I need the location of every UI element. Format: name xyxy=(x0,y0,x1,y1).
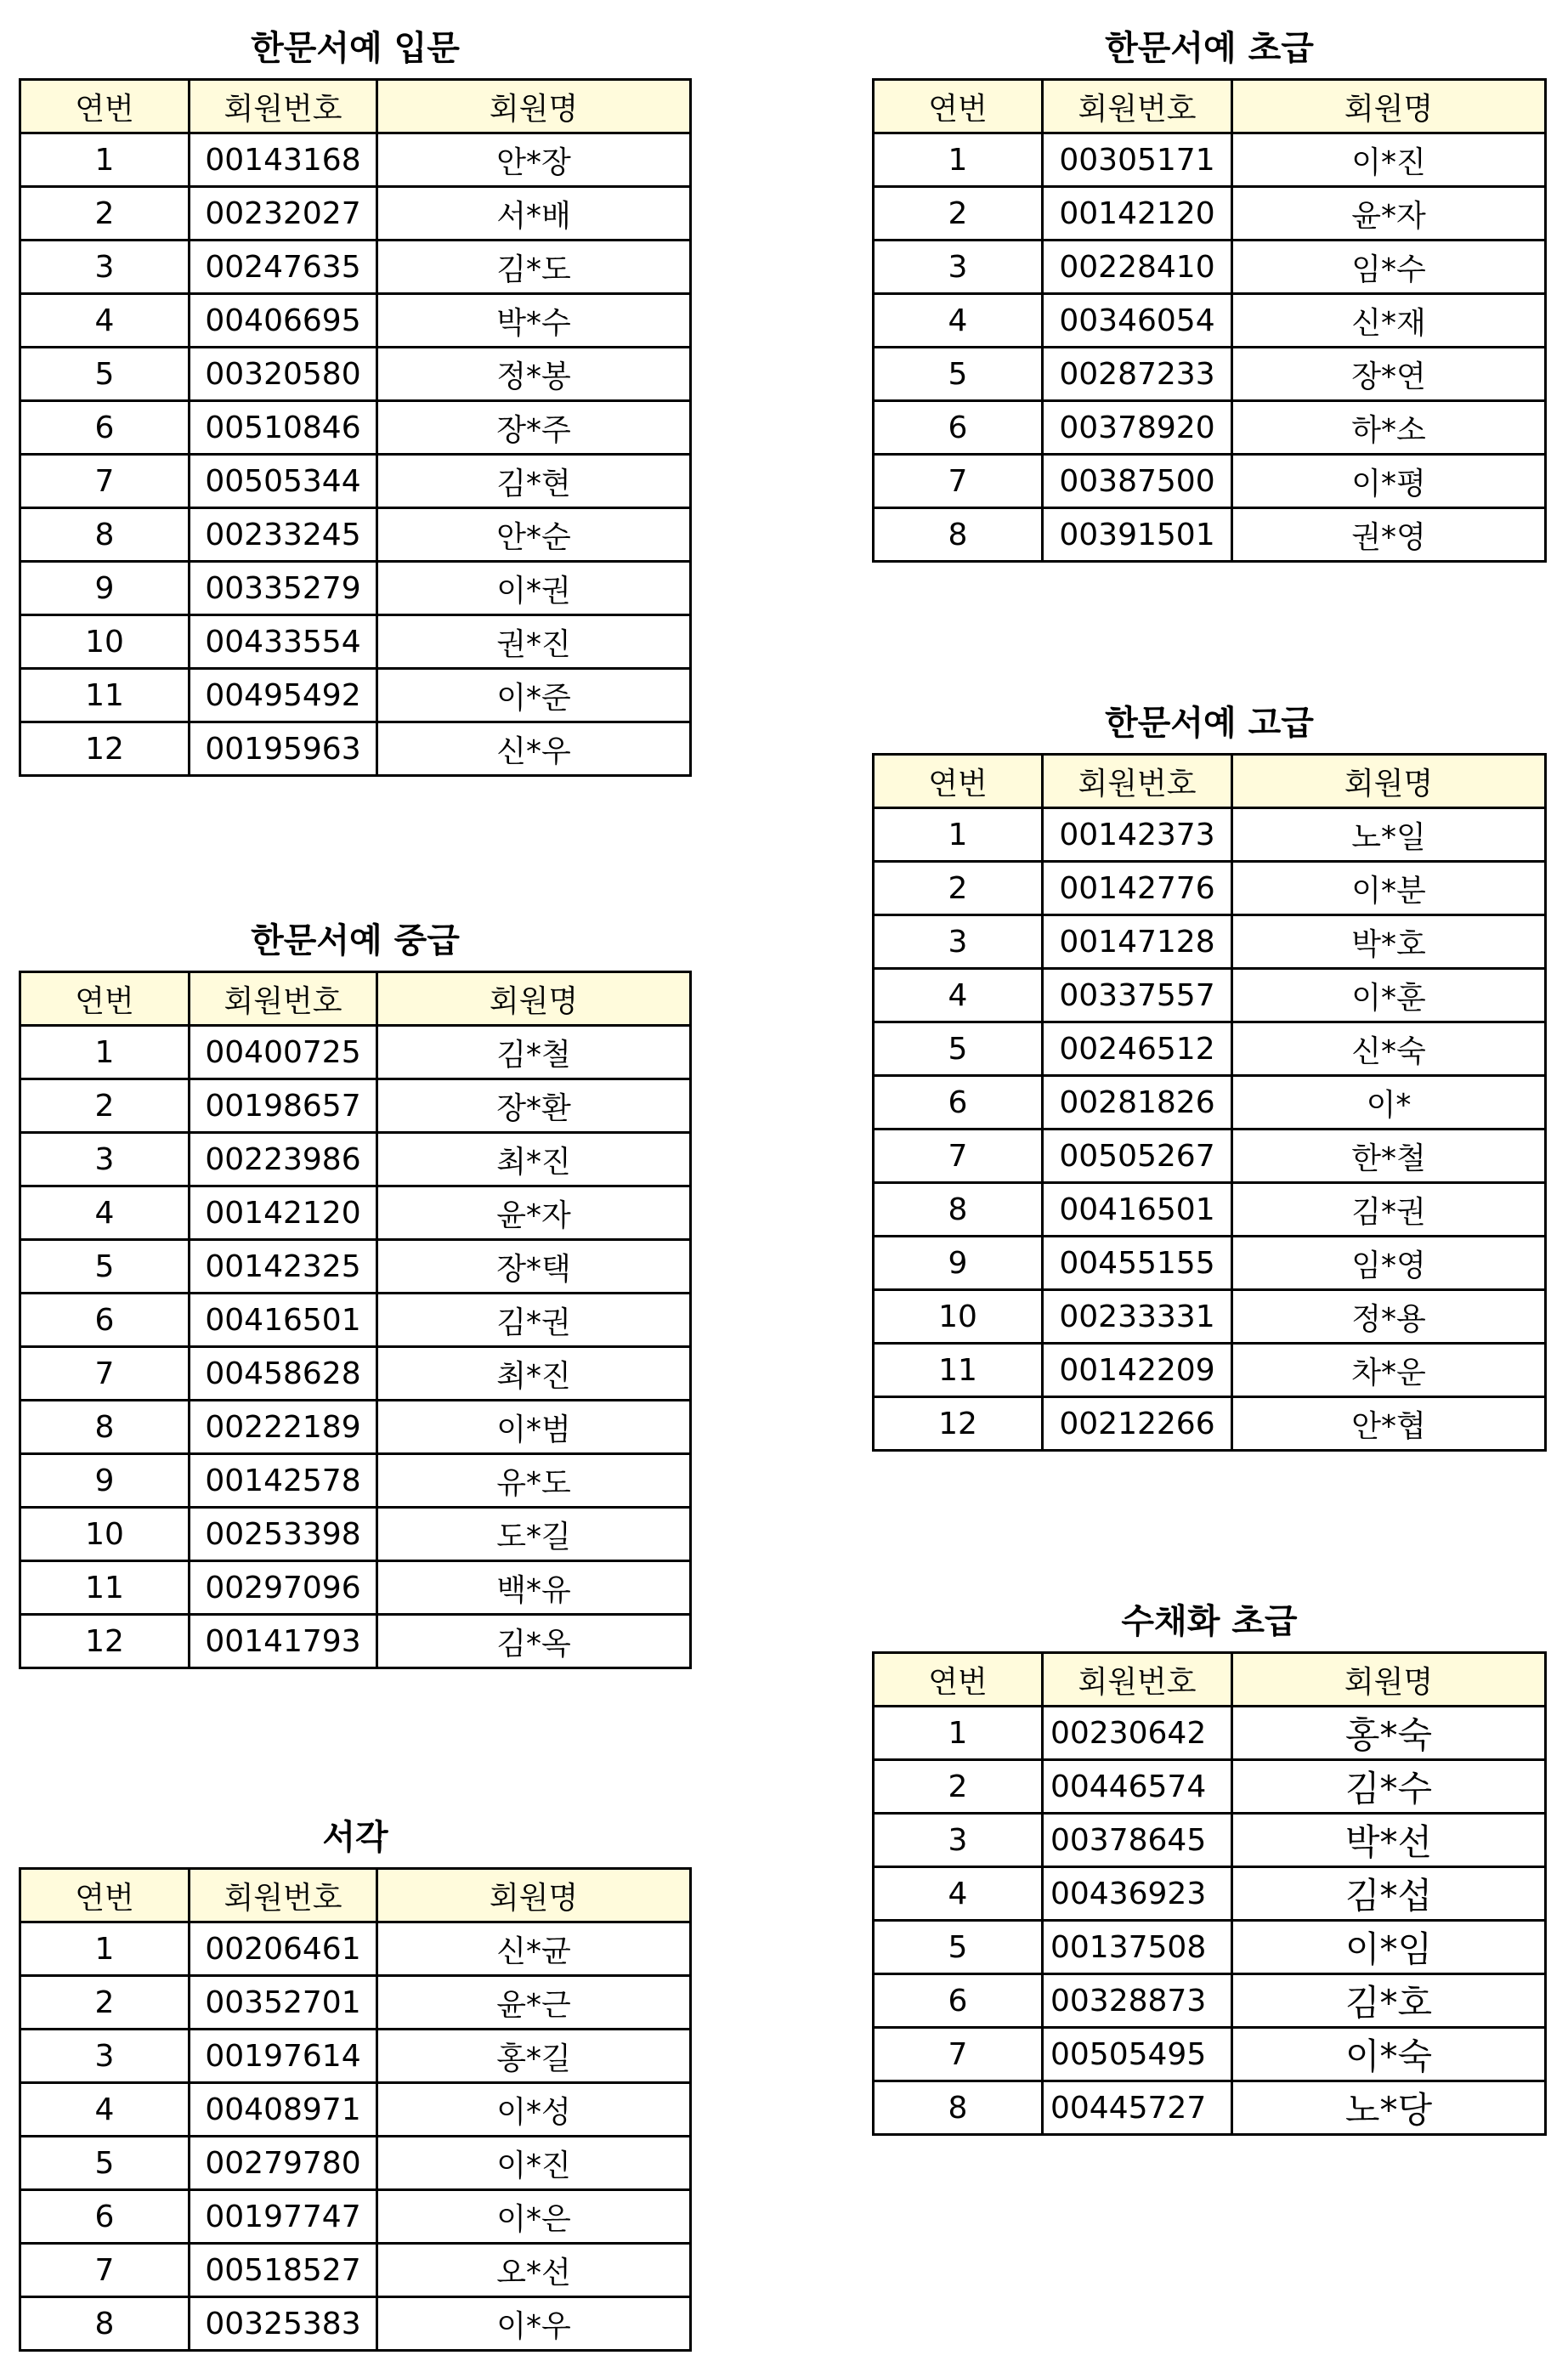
member-name-cell: 윤*자 xyxy=(377,1186,691,1240)
member-number-cell: 00142120 xyxy=(1043,187,1232,241)
row-index-cell: 10 xyxy=(20,615,190,669)
row-index-cell: 1 xyxy=(874,133,1043,187)
column-header: 회원명 xyxy=(377,80,691,133)
row-index-cell: 2 xyxy=(874,862,1043,915)
table-row xyxy=(20,348,691,401)
row-index-cell: 2 xyxy=(20,1976,190,2030)
table-row xyxy=(20,508,691,562)
row-index-cell: 5 xyxy=(874,348,1043,401)
row-index-cell: 2 xyxy=(20,187,190,241)
member-name-cell: 장*환 xyxy=(377,1079,691,1133)
header-row xyxy=(874,80,1546,133)
table-row xyxy=(20,1186,691,1240)
member-number-cell: 00142776 xyxy=(1043,862,1232,915)
column-header: 회원명 xyxy=(377,972,691,1026)
column-header: 회원명 xyxy=(1232,80,1546,133)
member-name-cell: 노*당 xyxy=(1232,2081,1546,2135)
row-index-cell: 4 xyxy=(20,2083,190,2137)
member-number-cell: 00337557 xyxy=(1043,969,1232,1022)
column-header: 연번 xyxy=(874,80,1043,133)
member-name-cell: 홍*숙 xyxy=(1232,1707,1546,1760)
table-row xyxy=(874,1290,1546,1344)
table-title: 한문서예 초급 xyxy=(1105,29,1314,68)
table-row xyxy=(874,1022,1546,1076)
member-table xyxy=(19,78,692,777)
row-index-cell: 3 xyxy=(874,915,1043,969)
table-row xyxy=(20,1240,691,1294)
table-row xyxy=(20,2030,691,2083)
member-number-cell: 00406695 xyxy=(190,294,377,348)
member-name-cell: 이*우 xyxy=(377,2297,691,2351)
table-title: 한문서예 고급 xyxy=(1105,704,1314,743)
row-index-cell: 3 xyxy=(20,2030,190,2083)
row-index-cell: 6 xyxy=(20,401,190,455)
row-index-cell: 5 xyxy=(874,1022,1043,1076)
table-row xyxy=(20,455,691,508)
row-index-cell: 3 xyxy=(20,241,190,294)
member-number-cell: 00206461 xyxy=(190,1922,377,1976)
member-table xyxy=(872,78,1547,563)
row-index-cell: 8 xyxy=(20,1401,190,1454)
row-index-cell: 8 xyxy=(874,1183,1043,1237)
member-number-cell: 00253398 xyxy=(190,1508,377,1561)
table-row xyxy=(20,2137,691,2190)
row-index-cell: 5 xyxy=(20,348,190,401)
column-header: 회원번호 xyxy=(190,972,377,1026)
member-number-cell: 00297096 xyxy=(190,1561,377,1615)
member-name-cell: 신*우 xyxy=(377,722,691,776)
row-index-cell: 12 xyxy=(20,722,190,776)
member-number-cell: 00505495 xyxy=(1043,2028,1232,2081)
member-name-cell: 안*협 xyxy=(1232,1397,1546,1451)
member-number-cell: 00495492 xyxy=(190,669,377,722)
table-row xyxy=(874,1707,1546,1760)
member-number-cell: 00142209 xyxy=(1043,1344,1232,1397)
table-row xyxy=(874,1076,1546,1130)
member-name-cell: 도*길 xyxy=(377,1508,691,1561)
row-index-cell: 5 xyxy=(874,1921,1043,1974)
member-name-cell: 이*진 xyxy=(1232,133,1546,187)
member-number-cell: 00433554 xyxy=(190,615,377,669)
member-number-cell: 00142325 xyxy=(190,1240,377,1294)
member-name-cell: 이*평 xyxy=(1232,455,1546,508)
row-index-cell: 9 xyxy=(874,1237,1043,1290)
row-index-cell: 5 xyxy=(20,1240,190,1294)
member-name-cell: 김*수 xyxy=(1232,1760,1546,1814)
table-row xyxy=(20,1026,691,1079)
row-index-cell: 1 xyxy=(874,1707,1043,1760)
row-index-cell: 3 xyxy=(874,241,1043,294)
member-number-cell: 00137508 xyxy=(1043,1921,1232,1974)
row-index-cell: 4 xyxy=(20,294,190,348)
member-name-cell: 차*운 xyxy=(1232,1344,1546,1397)
member-number-cell: 00328873 xyxy=(1043,1974,1232,2028)
member-name-cell: 장*주 xyxy=(377,401,691,455)
table-block-t1 xyxy=(19,19,692,777)
table-row xyxy=(874,348,1546,401)
table-row xyxy=(874,1974,1546,2028)
member-table xyxy=(872,1651,1547,2136)
table-row xyxy=(874,1344,1546,1397)
table-row xyxy=(874,508,1546,562)
member-number-cell: 00346054 xyxy=(1043,294,1232,348)
row-index-cell: 1 xyxy=(20,1026,190,1079)
member-table xyxy=(872,753,1547,1452)
row-index-cell: 4 xyxy=(874,294,1043,348)
member-name-cell: 김*호 xyxy=(1232,1974,1546,2028)
row-index-cell: 12 xyxy=(874,1397,1043,1451)
member-name-cell: 임*수 xyxy=(1232,241,1546,294)
member-name-cell: 장*택 xyxy=(377,1240,691,1294)
table-block-t5 xyxy=(872,694,1547,1452)
row-index-cell: 11 xyxy=(20,669,190,722)
member-name-cell: 권*진 xyxy=(377,615,691,669)
column-header: 연번 xyxy=(874,755,1043,808)
row-index-cell: 6 xyxy=(20,2190,190,2244)
table-row xyxy=(20,1294,691,1347)
column-header: 연번 xyxy=(20,972,190,1026)
member-name-cell: 최*진 xyxy=(377,1347,691,1401)
row-index-cell: 6 xyxy=(874,1076,1043,1130)
row-index-cell: 2 xyxy=(874,1760,1043,1814)
member-number-cell: 00387500 xyxy=(1043,455,1232,508)
table-row xyxy=(20,2083,691,2137)
table-row xyxy=(874,1921,1546,1974)
table-row xyxy=(20,562,691,615)
member-number-cell: 00141793 xyxy=(190,1615,377,1668)
member-number-cell: 00391501 xyxy=(1043,508,1232,562)
member-number-cell: 00279780 xyxy=(190,2137,377,2190)
member-number-cell: 00287233 xyxy=(1043,348,1232,401)
row-index-cell: 1 xyxy=(20,1922,190,1976)
member-name-cell: 이*권 xyxy=(377,562,691,615)
header-row xyxy=(874,755,1546,808)
member-name-cell: 이*성 xyxy=(377,2083,691,2137)
row-index-cell: 7 xyxy=(20,1347,190,1401)
table-row xyxy=(874,455,1546,508)
table-row xyxy=(20,187,691,241)
column-header: 회원명 xyxy=(1232,755,1546,808)
table-block-t4 xyxy=(872,19,1547,563)
row-index-cell: 4 xyxy=(874,1867,1043,1921)
member-name-cell: 박*수 xyxy=(377,294,691,348)
row-index-cell: 8 xyxy=(20,2297,190,2351)
column-header: 회원번호 xyxy=(1043,755,1232,808)
table-row xyxy=(20,1976,691,2030)
member-name-cell: 정*봉 xyxy=(377,348,691,401)
table-row xyxy=(20,133,691,187)
member-number-cell: 00142578 xyxy=(190,1454,377,1508)
column-header: 연번 xyxy=(20,1869,190,1922)
member-number-cell: 00142120 xyxy=(190,1186,377,1240)
member-number-cell: 00195963 xyxy=(190,722,377,776)
member-name-cell: 홍*길 xyxy=(377,2030,691,2083)
row-index-cell: 5 xyxy=(20,2137,190,2190)
table-row xyxy=(20,1133,691,1186)
member-number-cell: 00416501 xyxy=(190,1294,377,1347)
table-row xyxy=(874,133,1546,187)
member-name-cell: 안*순 xyxy=(377,508,691,562)
table-row xyxy=(874,187,1546,241)
member-name-cell: 김*권 xyxy=(1232,1183,1546,1237)
table-row xyxy=(20,1079,691,1133)
row-index-cell: 1 xyxy=(20,133,190,187)
column-header: 연번 xyxy=(20,80,190,133)
member-number-cell: 00510846 xyxy=(190,401,377,455)
table-title: 수채화 초급 xyxy=(1121,1602,1298,1641)
member-name-cell: 김*철 xyxy=(377,1026,691,1079)
row-index-cell: 3 xyxy=(874,1814,1043,1867)
member-table xyxy=(19,1867,692,2352)
member-number-cell: 00455155 xyxy=(1043,1237,1232,1290)
table-row xyxy=(20,1454,691,1508)
row-index-cell: 2 xyxy=(874,187,1043,241)
row-index-cell: 3 xyxy=(20,1133,190,1186)
member-name-cell: 정*용 xyxy=(1232,1290,1546,1344)
member-number-cell: 00416501 xyxy=(1043,1183,1232,1237)
table-row xyxy=(20,1347,691,1401)
member-name-cell: 백*유 xyxy=(377,1561,691,1615)
row-index-cell: 4 xyxy=(874,969,1043,1022)
column-header: 회원번호 xyxy=(1043,80,1232,133)
member-name-cell: 신*숙 xyxy=(1232,1022,1546,1076)
row-index-cell: 12 xyxy=(20,1615,190,1668)
member-number-cell: 00320580 xyxy=(190,348,377,401)
member-number-cell: 00505344 xyxy=(190,455,377,508)
column-header: 회원번호 xyxy=(190,80,377,133)
member-name-cell: 신*재 xyxy=(1232,294,1546,348)
table-block-t2 xyxy=(19,911,692,1669)
table-row xyxy=(874,862,1546,915)
member-name-cell: 안*장 xyxy=(377,133,691,187)
row-index-cell: 7 xyxy=(874,1130,1043,1183)
member-name-cell: 권*영 xyxy=(1232,508,1546,562)
table-row xyxy=(874,2081,1546,2135)
table-row xyxy=(20,2297,691,2351)
table-row xyxy=(20,669,691,722)
member-name-cell: 김*도 xyxy=(377,241,691,294)
member-number-cell: 00281826 xyxy=(1043,1076,1232,1130)
member-name-cell: 이*은 xyxy=(377,2190,691,2244)
member-name-cell: 이*범 xyxy=(377,1401,691,1454)
member-name-cell: 이* xyxy=(1232,1076,1546,1130)
row-index-cell: 6 xyxy=(874,401,1043,455)
member-number-cell: 00335279 xyxy=(190,562,377,615)
table-row xyxy=(20,722,691,776)
member-name-cell: 이*진 xyxy=(377,2137,691,2190)
row-index-cell: 7 xyxy=(874,455,1043,508)
row-index-cell: 6 xyxy=(874,1974,1043,2028)
member-number-cell: 00246512 xyxy=(1043,1022,1232,1076)
table-row xyxy=(874,1237,1546,1290)
member-number-cell: 00378920 xyxy=(1043,401,1232,455)
member-number-cell: 00142373 xyxy=(1043,808,1232,862)
member-number-cell: 00147128 xyxy=(1043,915,1232,969)
row-index-cell: 7 xyxy=(20,455,190,508)
member-number-cell: 00458628 xyxy=(190,1347,377,1401)
member-name-cell: 오*선 xyxy=(377,2244,691,2297)
table-row xyxy=(874,1867,1546,1921)
table-row xyxy=(20,1508,691,1561)
row-index-cell: 4 xyxy=(20,1186,190,1240)
member-name-cell: 최*진 xyxy=(377,1133,691,1186)
row-index-cell: 7 xyxy=(874,2028,1043,2081)
member-number-cell: 00408971 xyxy=(190,2083,377,2137)
table-block-t6 xyxy=(872,1592,1547,2136)
member-name-cell: 이*숙 xyxy=(1232,2028,1546,2081)
table-row xyxy=(874,1183,1546,1237)
member-name-cell: 임*영 xyxy=(1232,1237,1546,1290)
table-row xyxy=(20,294,691,348)
header-row xyxy=(20,80,691,133)
row-index-cell: 11 xyxy=(20,1561,190,1615)
member-name-cell: 유*도 xyxy=(377,1454,691,1508)
member-number-cell: 00445727 xyxy=(1043,2081,1232,2135)
table-row xyxy=(874,969,1546,1022)
member-name-cell: 김*옥 xyxy=(377,1615,691,1668)
member-name-cell: 박*선 xyxy=(1232,1814,1546,1867)
table-row xyxy=(874,1130,1546,1183)
table-row xyxy=(20,401,691,455)
table-row xyxy=(874,1760,1546,1814)
column-header: 회원번호 xyxy=(1043,1653,1232,1707)
table-row xyxy=(20,1561,691,1615)
member-number-cell: 00400725 xyxy=(190,1026,377,1079)
table-row xyxy=(20,1615,691,1668)
member-number-cell: 00223986 xyxy=(190,1133,377,1186)
member-number-cell: 00228410 xyxy=(1043,241,1232,294)
row-index-cell: 9 xyxy=(20,562,190,615)
member-name-cell: 윤*자 xyxy=(1232,187,1546,241)
table-row xyxy=(20,241,691,294)
member-name-cell: 김*섭 xyxy=(1232,1867,1546,1921)
table-row xyxy=(874,1397,1546,1451)
member-name-cell: 이*임 xyxy=(1232,1921,1546,1974)
member-number-cell: 00233331 xyxy=(1043,1290,1232,1344)
member-name-cell: 이*준 xyxy=(377,669,691,722)
member-number-cell: 00518527 xyxy=(190,2244,377,2297)
row-index-cell: 8 xyxy=(874,2081,1043,2135)
member-name-cell: 장*연 xyxy=(1232,348,1546,401)
row-index-cell: 11 xyxy=(874,1344,1043,1397)
member-number-cell: 00143168 xyxy=(190,133,377,187)
member-name-cell: 김*현 xyxy=(377,455,691,508)
row-index-cell: 8 xyxy=(874,508,1043,562)
row-index-cell: 10 xyxy=(874,1290,1043,1344)
row-index-cell: 8 xyxy=(20,508,190,562)
column-header: 연번 xyxy=(874,1653,1043,1707)
table-title: 서각 xyxy=(322,1818,388,1857)
member-name-cell: 하*소 xyxy=(1232,401,1546,455)
member-number-cell: 00378645 xyxy=(1043,1814,1232,1867)
member-name-cell: 이*훈 xyxy=(1232,969,1546,1022)
row-index-cell: 1 xyxy=(874,808,1043,862)
table-row xyxy=(20,2190,691,2244)
table-row xyxy=(20,1401,691,1454)
member-name-cell: 신*균 xyxy=(377,1922,691,1976)
row-index-cell: 6 xyxy=(20,1294,190,1347)
row-index-cell: 10 xyxy=(20,1508,190,1561)
member-number-cell: 00232027 xyxy=(190,187,377,241)
table-row xyxy=(874,2028,1546,2081)
row-index-cell: 2 xyxy=(20,1079,190,1133)
table-row xyxy=(874,401,1546,455)
member-name-cell: 박*호 xyxy=(1232,915,1546,969)
member-number-cell: 00197614 xyxy=(190,2030,377,2083)
table-row xyxy=(874,1814,1546,1867)
row-index-cell: 7 xyxy=(20,2244,190,2297)
column-header: 회원명 xyxy=(1232,1653,1546,1707)
member-number-cell: 00325383 xyxy=(190,2297,377,2351)
table-row xyxy=(20,615,691,669)
member-number-cell: 00446574 xyxy=(1043,1760,1232,1814)
member-number-cell: 00436923 xyxy=(1043,1867,1232,1921)
table-row xyxy=(874,294,1546,348)
member-number-cell: 00505267 xyxy=(1043,1130,1232,1183)
column-header: 회원번호 xyxy=(190,1869,377,1922)
member-number-cell: 00222189 xyxy=(190,1401,377,1454)
header-row xyxy=(20,972,691,1026)
table-row xyxy=(20,2244,691,2297)
table-title: 한문서예 중급 xyxy=(251,921,460,960)
member-number-cell: 00197747 xyxy=(190,2190,377,2244)
header-row xyxy=(874,1653,1546,1707)
member-number-cell: 00198657 xyxy=(190,1079,377,1133)
member-name-cell: 김*권 xyxy=(377,1294,691,1347)
member-name-cell: 서*배 xyxy=(377,187,691,241)
member-name-cell: 이*분 xyxy=(1232,862,1546,915)
member-name-cell: 윤*근 xyxy=(377,1976,691,2030)
member-number-cell: 00212266 xyxy=(1043,1397,1232,1451)
table-row xyxy=(874,241,1546,294)
table-block-t3 xyxy=(19,1808,692,2352)
member-number-cell: 00305171 xyxy=(1043,133,1232,187)
table-title: 한문서예 입문 xyxy=(251,29,460,68)
column-header: 회원명 xyxy=(377,1869,691,1922)
header-row xyxy=(20,1869,691,1922)
member-number-cell: 00230642 xyxy=(1043,1707,1232,1760)
table-row xyxy=(874,915,1546,969)
table-row xyxy=(20,1922,691,1976)
row-index-cell: 9 xyxy=(20,1454,190,1508)
member-number-cell: 00233245 xyxy=(190,508,377,562)
member-name-cell: 노*일 xyxy=(1232,808,1546,862)
member-number-cell: 00247635 xyxy=(190,241,377,294)
member-name-cell: 한*철 xyxy=(1232,1130,1546,1183)
member-number-cell: 00352701 xyxy=(190,1976,377,2030)
member-table xyxy=(19,971,692,1669)
table-row xyxy=(874,808,1546,862)
